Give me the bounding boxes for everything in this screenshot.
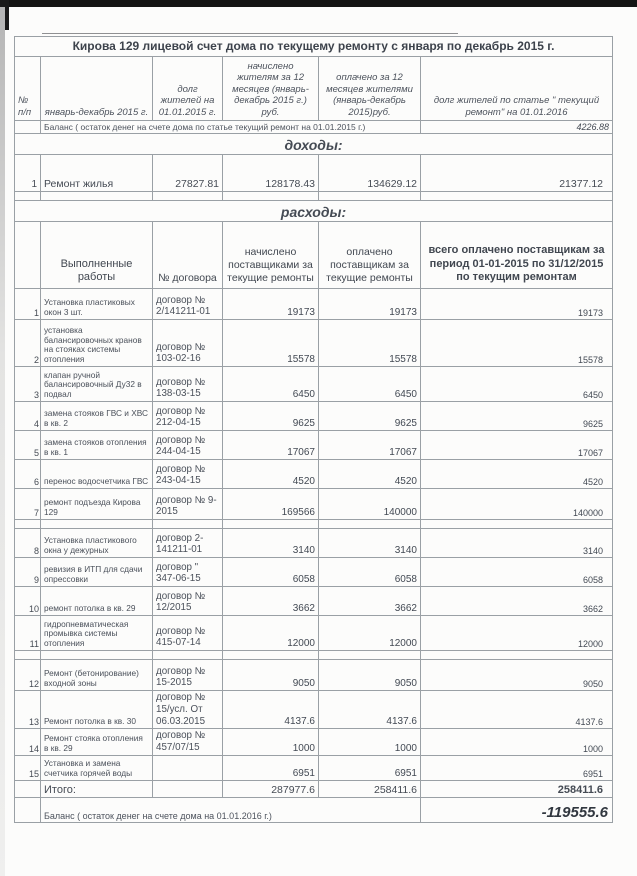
work-name: Установка пластиковых окон 3 шт. bbox=[41, 289, 153, 320]
total-value: 3140 bbox=[421, 529, 613, 558]
totals-row bbox=[15, 780, 613, 797]
contract-number: договор № 15-2015 bbox=[153, 660, 223, 691]
contract-number bbox=[153, 755, 223, 780]
expense-header-accrued: начислено поставщиками за текущие ремонты bbox=[223, 222, 319, 289]
paid-value: 17067 bbox=[319, 431, 421, 460]
work-name: ревизия в ИТП для сдачи опрессовки bbox=[41, 558, 153, 587]
totals-label: Итого: bbox=[41, 780, 153, 797]
accrued-value: 17067 bbox=[223, 431, 319, 460]
expense-row bbox=[15, 489, 613, 520]
income-row bbox=[15, 155, 613, 192]
work-name: установка балансировочных кранов на стояках системы отопления bbox=[41, 320, 153, 367]
contract-number: договор № 212-04-15 bbox=[153, 402, 223, 431]
paid-value: 140000 bbox=[319, 489, 421, 520]
expenses-section-label: расходы: bbox=[15, 201, 613, 222]
row-num: 8 bbox=[15, 529, 41, 558]
scan-edge-top bbox=[0, 0, 637, 7]
contract-number: договор № 2/141211-01 bbox=[153, 289, 223, 320]
contract-number: договор № 103-02-16 bbox=[153, 320, 223, 367]
totals-accrued: 287977.6 bbox=[223, 780, 319, 797]
accrued-value: 4137.6 bbox=[223, 691, 319, 729]
work-name: ремонт потолка в кв. 29 bbox=[41, 587, 153, 616]
row-num: 11 bbox=[15, 616, 41, 651]
income-accrued: 128178.43 bbox=[223, 155, 319, 192]
paid-value: 12000 bbox=[319, 616, 421, 651]
closing-balance-row bbox=[15, 797, 613, 822]
total-value: 140000 bbox=[421, 489, 613, 520]
work-name: Ремонт стояка отопления в кв. 29 bbox=[41, 729, 153, 756]
opening-balance-row bbox=[15, 121, 613, 134]
accrued-value: 1000 bbox=[223, 729, 319, 756]
expenses-section-row bbox=[15, 201, 613, 222]
contract-number: договор № 12/2015 bbox=[153, 587, 223, 616]
contract-number: договор № 415-07-14 bbox=[153, 616, 223, 651]
total-value: 9050 bbox=[421, 660, 613, 691]
work-name: клапан ручной балансировочный Ду32 в подвал bbox=[41, 367, 153, 402]
accrued-value: 169566 bbox=[223, 489, 319, 520]
income-header-row bbox=[15, 57, 613, 121]
expense-header-row bbox=[15, 222, 613, 289]
income-debt-start: 27827.81 bbox=[153, 155, 223, 192]
income-row-name: Ремонт жилья bbox=[41, 155, 153, 192]
totals-total: 258411.6 bbox=[421, 780, 613, 797]
row-num: 1 bbox=[15, 289, 41, 320]
total-value: 19173 bbox=[421, 289, 613, 320]
accrued-value: 9625 bbox=[223, 402, 319, 431]
accrued-value: 15578 bbox=[223, 320, 319, 367]
paid-value: 3140 bbox=[319, 529, 421, 558]
row-num: 13 bbox=[15, 691, 41, 729]
contract-number: договор " 347-06-15 bbox=[153, 558, 223, 587]
expense-row bbox=[15, 367, 613, 402]
spacer-row bbox=[15, 192, 613, 201]
expense-row bbox=[15, 431, 613, 460]
accrued-value: 6951 bbox=[223, 755, 319, 780]
total-value: 1000 bbox=[421, 729, 613, 756]
expense-row bbox=[15, 460, 613, 489]
work-name: замена стояков ГВС и ХВС в кв. 2 bbox=[41, 402, 153, 431]
paid-value: 3662 bbox=[319, 587, 421, 616]
row-num: 5 bbox=[15, 431, 41, 460]
expense-row bbox=[15, 587, 613, 616]
row-num: 12 bbox=[15, 660, 41, 691]
opening-balance-value: 4226.88 bbox=[421, 121, 613, 134]
expense-row bbox=[15, 558, 613, 587]
expense-header-paid: оплачено поставщикам за текущие ремонты bbox=[319, 222, 421, 289]
expense-header-name: Выполненные работы bbox=[41, 222, 153, 289]
expense-row bbox=[15, 616, 613, 651]
totals-paid: 258411.6 bbox=[319, 780, 421, 797]
paid-value: 9050 bbox=[319, 660, 421, 691]
row-num: 6 bbox=[15, 460, 41, 489]
expense-row bbox=[15, 529, 613, 558]
work-name: Ремонт потолка в кв. 30 bbox=[41, 691, 153, 729]
paid-value: 6058 bbox=[319, 558, 421, 587]
row-num: 15 bbox=[15, 755, 41, 780]
contract-number: договор № 244-04-15 bbox=[153, 431, 223, 460]
expense-row bbox=[15, 755, 613, 780]
total-value: 4137.6 bbox=[421, 691, 613, 729]
contract-number: договор № 9-2015 bbox=[153, 489, 223, 520]
spacer-row bbox=[15, 520, 613, 529]
accrued-value: 6450 bbox=[223, 367, 319, 402]
row-num: 7 bbox=[15, 489, 41, 520]
row-num: 3 bbox=[15, 367, 41, 402]
row-num: 10 bbox=[15, 587, 41, 616]
total-value: 17067 bbox=[421, 431, 613, 460]
total-value: 4520 bbox=[421, 460, 613, 489]
work-name: гидропневматическая промывка системы отопления bbox=[41, 616, 153, 651]
expense-row bbox=[15, 660, 613, 691]
contract-number: договор № 138-03-15 bbox=[153, 367, 223, 402]
total-value: 3662 bbox=[421, 587, 613, 616]
row-num: 14 bbox=[15, 729, 41, 756]
paid-value: 6450 bbox=[319, 367, 421, 402]
income-debt-end: 21377.12 bbox=[421, 155, 613, 192]
accrued-value: 4520 bbox=[223, 460, 319, 489]
row-num: 9 bbox=[15, 558, 41, 587]
income-paid: 134629.12 bbox=[319, 155, 421, 192]
contract-number: договор 2-141211-01 bbox=[153, 529, 223, 558]
income-row-num: 1 bbox=[15, 155, 41, 192]
expense-row bbox=[15, 289, 613, 320]
income-header-num: № п/п bbox=[15, 57, 41, 121]
accrued-value: 3140 bbox=[223, 529, 319, 558]
income-header-debt-start: долг жителей на 01.01.2015 г. bbox=[153, 57, 223, 121]
income-header-debt-end: долг жителей по статье " текущий ремонт" на 01.01.2016 bbox=[421, 57, 613, 121]
total-value: 12000 bbox=[421, 616, 613, 651]
work-name: перенос водосчетчика ГВС bbox=[41, 460, 153, 489]
row-num: 2 bbox=[15, 320, 41, 367]
income-section-row bbox=[15, 134, 613, 155]
title-row bbox=[15, 37, 613, 57]
opening-balance-label: Баланс ( остаток денег на счете дома по статье текущий ремонт на 01.01.2015 г.) bbox=[41, 121, 421, 134]
work-name: Установка и замена счетчика горячей воды bbox=[41, 755, 153, 780]
accrued-value: 3662 bbox=[223, 587, 319, 616]
spacer-row bbox=[15, 651, 613, 660]
contract-number: договор № 15/усл. От 06.03.2015 bbox=[153, 691, 223, 729]
account-statement-table bbox=[14, 36, 613, 823]
closing-balance-label: Баланс ( остаток денег на счете дома на 01.01.2016 г.) bbox=[41, 797, 421, 822]
paid-value: 4520 bbox=[319, 460, 421, 489]
expense-row bbox=[15, 729, 613, 756]
scan-edge-left bbox=[0, 7, 5, 876]
paid-value: 4137.6 bbox=[319, 691, 421, 729]
total-value: 6450 bbox=[421, 367, 613, 402]
total-value: 6951 bbox=[421, 755, 613, 780]
expense-header-contract: № договора bbox=[153, 222, 223, 289]
paid-value: 19173 bbox=[319, 289, 421, 320]
expense-row bbox=[15, 402, 613, 431]
expense-row bbox=[15, 691, 613, 729]
contract-number: договор № 243-04-15 bbox=[153, 460, 223, 489]
income-header-period: январь-декабрь 2015 г. bbox=[41, 57, 153, 121]
accrued-value: 9050 bbox=[223, 660, 319, 691]
expense-header-total: всего оплачено поставщикам за период 01-01-2015 по 31/12/2015 по текущим ремонтам bbox=[421, 222, 613, 289]
work-name: ремонт подъезда Кирова 129 bbox=[41, 489, 153, 520]
scan-artifact-line bbox=[42, 33, 458, 34]
paid-value: 15578 bbox=[319, 320, 421, 367]
paid-value: 6951 bbox=[319, 755, 421, 780]
total-value: 9625 bbox=[421, 402, 613, 431]
income-header-accrued: начислено жителям за 12 месяцев (январь-декабрь 2015 г.) руб. bbox=[223, 57, 319, 121]
accrued-value: 6058 bbox=[223, 558, 319, 587]
total-value: 15578 bbox=[421, 320, 613, 367]
expense-row bbox=[15, 320, 613, 367]
work-name: замена стояков отопления в кв. 1 bbox=[41, 431, 153, 460]
paid-value: 9625 bbox=[319, 402, 421, 431]
row-num: 4 bbox=[15, 402, 41, 431]
closing-balance-value: -119555.6 bbox=[421, 797, 613, 822]
paid-value: 1000 bbox=[319, 729, 421, 756]
accrued-value: 12000 bbox=[223, 616, 319, 651]
income-header-paid: оплачено за 12 месяцев жителями (январь-декабрь 2015)руб. bbox=[319, 57, 421, 121]
contract-number: договор № 457/07/15 bbox=[153, 729, 223, 756]
accrued-value: 19173 bbox=[223, 289, 319, 320]
total-value: 6058 bbox=[421, 558, 613, 587]
page-title: Кирова 129 лицевой счет дома по текущему ремонту с января по декабрь 2015 г. bbox=[15, 37, 613, 57]
income-section-label: доходы: bbox=[15, 134, 613, 155]
work-name: Ремонт (бетонирование) входной зоны bbox=[41, 660, 153, 691]
work-name: Установка пластикового окна у дежурных bbox=[41, 529, 153, 558]
